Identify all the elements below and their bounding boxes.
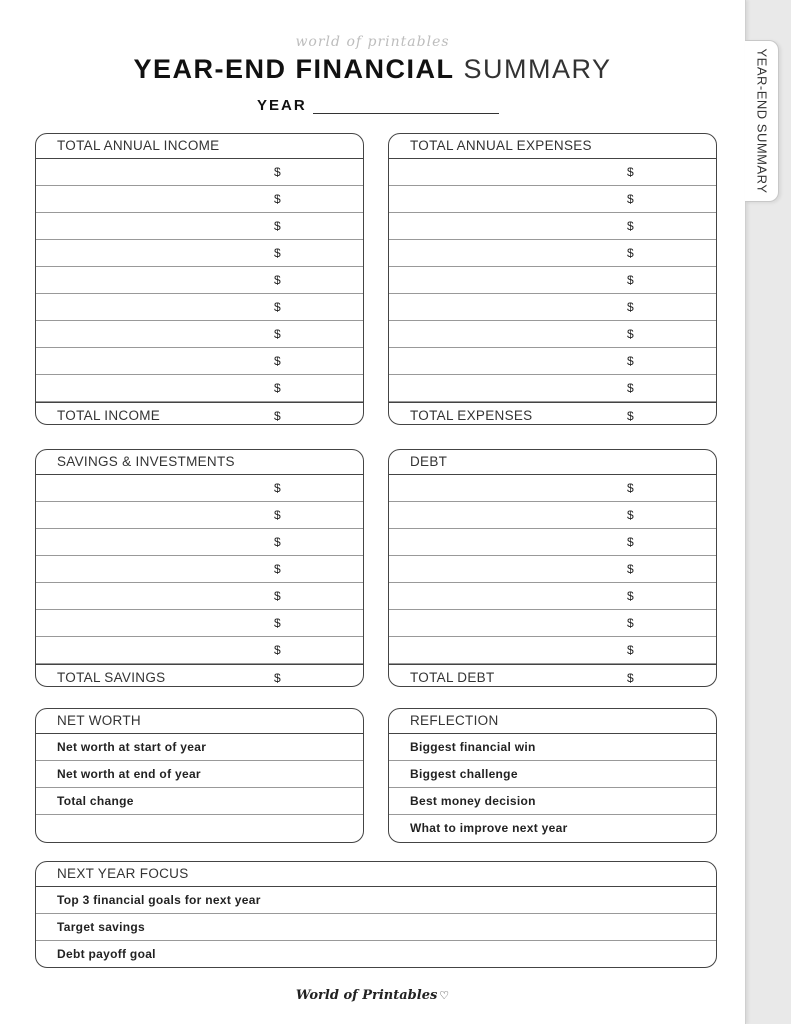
brand-footer-text: World of Printables [295, 988, 438, 1003]
dollar-sign: $ [274, 616, 281, 630]
dollar-sign: $ [627, 165, 634, 179]
net-worth-row[interactable] [36, 788, 363, 815]
dollar-sign: $ [627, 381, 634, 395]
dollar-sign: $ [627, 671, 634, 685]
expenses-entry-row[interactable] [389, 348, 716, 375]
net-worth-header: NET WORTH [36, 709, 363, 734]
dollar-sign: $ [274, 273, 281, 287]
dollar-sign: $ [274, 246, 281, 260]
income-total-row[interactable] [36, 402, 363, 425]
income-entry-row[interactable] [36, 159, 363, 186]
income-total-label: TOTAL INCOME [57, 408, 161, 423]
income-entry-row[interactable] [36, 321, 363, 348]
expenses-total-row[interactable] [389, 402, 716, 425]
income-header: TOTAL ANNUAL INCOME [36, 134, 363, 159]
expenses-box [388, 133, 717, 425]
net-worth-row[interactable] [36, 815, 363, 842]
dollar-sign: $ [627, 273, 634, 287]
dollar-sign: $ [274, 535, 281, 549]
next-year-row[interactable] [36, 887, 716, 914]
next-year-row[interactable] [36, 941, 716, 968]
reflection-item-label: Best money decision [410, 794, 536, 808]
reflection-box [388, 708, 717, 843]
dollar-sign: $ [627, 300, 634, 314]
income-entry-row[interactable] [36, 375, 363, 402]
dollar-sign: $ [274, 165, 281, 179]
dollar-sign: $ [274, 409, 281, 423]
next-year-item-label: Target savings [57, 920, 146, 934]
dollar-sign: $ [627, 327, 634, 341]
expenses-entry-row[interactable] [389, 267, 716, 294]
reflection-row[interactable] [389, 761, 716, 788]
income-entry-row[interactable] [36, 267, 363, 294]
heart-icon: ♡ [439, 989, 450, 1002]
debt-total-label: TOTAL DEBT [410, 670, 495, 685]
net-worth-row[interactable] [36, 734, 363, 761]
debt-entry-row[interactable] [389, 556, 716, 583]
savings-entry-row[interactable] [36, 475, 363, 502]
dollar-sign: $ [627, 589, 634, 603]
reflection-item-label: Biggest financial win [410, 740, 536, 754]
reflection-row[interactable] [389, 815, 716, 842]
title-bold: YEAR-END FINANCIAL [133, 54, 455, 84]
dollar-sign: $ [627, 616, 634, 630]
next-year-header: NEXT YEAR FOCUS [36, 862, 716, 887]
dollar-sign: $ [274, 354, 281, 368]
dollar-sign: $ [627, 481, 634, 495]
dollar-sign: $ [274, 643, 281, 657]
dollar-sign: $ [627, 192, 634, 206]
reflection-header: REFLECTION [389, 709, 716, 734]
year-input-line[interactable] [313, 99, 499, 114]
savings-entry-row[interactable] [36, 583, 363, 610]
income-box [35, 133, 364, 425]
savings-entry-row[interactable] [36, 556, 363, 583]
dollar-sign: $ [627, 562, 634, 576]
savings-total-row[interactable] [36, 664, 363, 687]
dollar-sign: $ [627, 508, 634, 522]
reflection-item-label: What to improve next year [410, 821, 568, 835]
dollar-sign: $ [274, 300, 281, 314]
expenses-entry-row[interactable] [389, 159, 716, 186]
expenses-entry-row[interactable] [389, 375, 716, 402]
dollar-sign: $ [627, 535, 634, 549]
year-field [257, 97, 499, 114]
dollar-sign: $ [274, 562, 281, 576]
net-worth-item-label: Total change [57, 794, 134, 808]
side-tab-label: YEAR-END SUMMARY [754, 48, 769, 194]
dollar-sign: $ [274, 481, 281, 495]
net-worth-item-label: Net worth at end of year [57, 767, 201, 781]
expenses-entry-row[interactable] [389, 213, 716, 240]
savings-entry-row[interactable] [36, 529, 363, 556]
next-year-item-label: Top 3 financial goals for next year [57, 893, 261, 907]
net-worth-row[interactable] [36, 761, 363, 788]
debt-entry-row[interactable] [389, 475, 716, 502]
expenses-header: TOTAL ANNUAL EXPENSES [389, 134, 716, 159]
savings-entry-row[interactable] [36, 610, 363, 637]
year-label: YEAR [257, 97, 307, 114]
debt-header: DEBT [389, 450, 716, 475]
savings-total-label: TOTAL SAVINGS [57, 670, 166, 685]
title-light: SUMMARY [463, 54, 612, 84]
dollar-sign: $ [274, 671, 281, 685]
savings-entry-row[interactable] [36, 637, 363, 664]
next-year-item-label: Debt payoff goal [57, 947, 156, 961]
brand-footer [0, 988, 745, 1003]
reflection-row[interactable] [389, 788, 716, 815]
expenses-entry-row[interactable] [389, 294, 716, 321]
dollar-sign: $ [274, 219, 281, 233]
net-worth-box [35, 708, 364, 843]
income-entry-row[interactable] [36, 186, 363, 213]
dollar-sign: $ [627, 409, 634, 423]
debt-entry-row[interactable] [389, 583, 716, 610]
net-worth-item-label: Net worth at start of year [57, 740, 207, 754]
dollar-sign: $ [627, 354, 634, 368]
debt-entry-row[interactable] [389, 502, 716, 529]
brand-watermark: world of printables [295, 34, 450, 50]
expenses-entry-row[interactable] [389, 321, 716, 348]
reflection-item-label: Biggest challenge [410, 767, 518, 781]
side-tab[interactable] [745, 40, 779, 202]
expenses-entry-row[interactable] [389, 240, 716, 267]
reflection-row[interactable] [389, 734, 716, 761]
dollar-sign: $ [274, 508, 281, 522]
debt-entry-row[interactable] [389, 610, 716, 637]
income-entry-row[interactable] [36, 348, 363, 375]
income-entry-row[interactable] [36, 213, 363, 240]
dollar-sign: $ [274, 192, 281, 206]
next-year-box [35, 861, 717, 968]
expenses-total-label: TOTAL EXPENSES [410, 408, 533, 423]
dollar-sign: $ [274, 381, 281, 395]
income-entry-row[interactable] [36, 294, 363, 321]
savings-entry-row[interactable] [36, 502, 363, 529]
savings-box [35, 449, 364, 687]
expenses-entry-row[interactable] [389, 186, 716, 213]
debt-entry-row[interactable] [389, 637, 716, 664]
page-title [0, 54, 745, 85]
debt-entry-row[interactable] [389, 529, 716, 556]
income-entry-row[interactable] [36, 240, 363, 267]
next-year-row[interactable] [36, 914, 716, 941]
dollar-sign: $ [274, 589, 281, 603]
savings-header: SAVINGS & INVESTMENTS [36, 450, 363, 475]
dollar-sign: $ [274, 327, 281, 341]
debt-box [388, 449, 717, 687]
dollar-sign: $ [627, 643, 634, 657]
dollar-sign: $ [627, 219, 634, 233]
dollar-sign: $ [627, 246, 634, 260]
debt-total-row[interactable] [389, 664, 716, 687]
